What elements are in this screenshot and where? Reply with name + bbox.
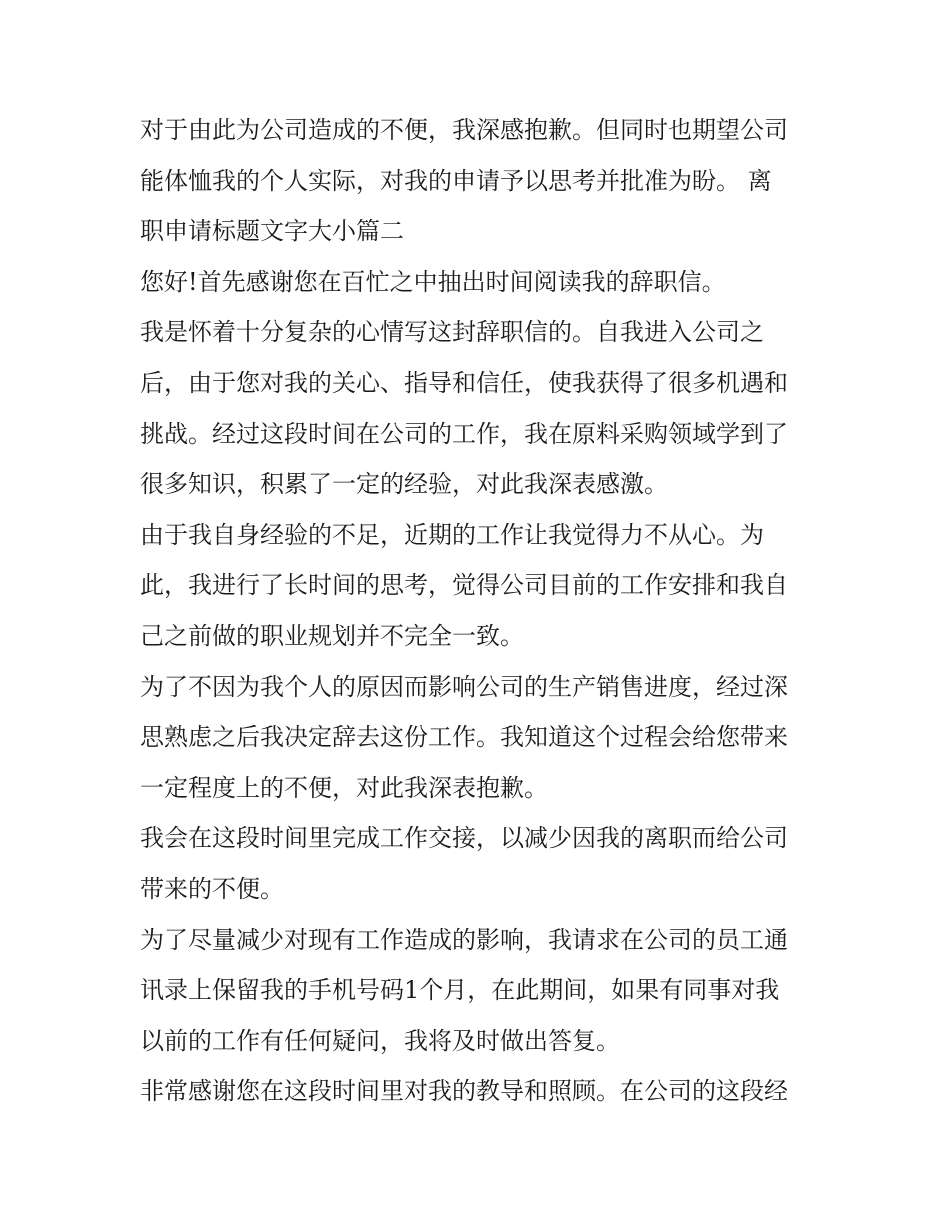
document-body	[140, 105, 820, 1117]
text-line: 非常感谢您在这段时间里对我的教导和照顾。在公司的这段经	[140, 1077, 788, 1106]
text-line: 为了不因为我个人的原因而影响公司的生产销售进度，经过深	[140, 672, 788, 701]
text-line: 由于我自身经验的不足，近期的工作让我觉得力不从心。为	[140, 520, 764, 549]
text-line: 很多知识，积累了一定的经验，对此我深表感激。	[140, 470, 668, 499]
text-line: 带来的不便。	[140, 874, 284, 903]
text-line: 为了尽量减少对现有工作造成的影响，我请求在公司的员工通	[140, 925, 788, 954]
text-line: 讯录上保留我的手机号码1个月，在此期间，如果有同事对我	[140, 976, 780, 1005]
text-line: 后，由于您对我的关心、指导和信任，使我获得了很多机遇和	[140, 368, 788, 397]
text-line: 以前的工作有任何疑问，我将及时做出答复。	[140, 1026, 620, 1055]
text-line: 此，我进行了长时间的思考，觉得公司目前的工作安排和我自	[140, 571, 788, 600]
section-heading-line: 职申请标题文字大小篇二	[140, 217, 404, 246]
text-line: 我是怀着十分复杂的心情写这封辞职信的。自我进入公司之	[140, 318, 764, 347]
text-line: 一定程度上的不便，对此我深表抱歉。	[140, 773, 548, 802]
text-line: 对于由此为公司造成的不便，我深感抱歉。但同时也期望公司	[140, 116, 788, 144]
text-line: 挑战。经过这段时间在公司的工作，我在原料采购领域学到了	[140, 419, 788, 448]
text-line: 思熟虑之后我决定辞去这份工作。我知道这个过程会给您带来	[140, 723, 788, 752]
text-line: 我会在这段时间里完成工作交接，以减少因我的离职而给公司	[140, 824, 788, 853]
text-line: 己之前做的职业规划并不完全一致。	[140, 621, 524, 650]
text-line: 能体恤我的个人实际，对我的申请予以思考并批准为盼。 离	[140, 166, 772, 195]
text-line: 您好!首先感谢您在百忙之中抽出时间阅读我的辞职信。	[140, 267, 726, 296]
